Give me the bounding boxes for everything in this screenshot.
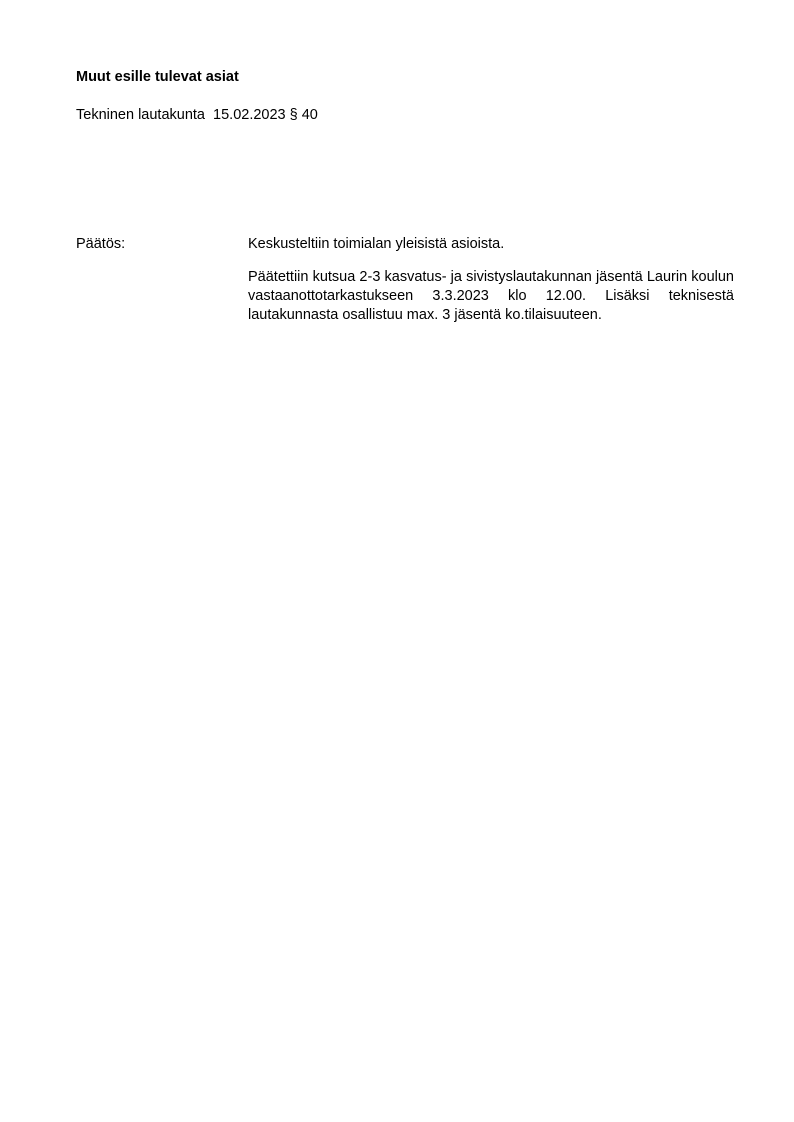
decision-paragraph: Keskusteltiin toimialan yleisistä asioista.	[248, 236, 505, 252]
decision-paragraph: Päätettiin kutsua 2-3 kasvatus- ja sivistyslautakunnan jäsentä Laurin koulun vastaanottotarkastukseen 3.3.2023 klo 12.00. Lisäksi teknisestä lautakunnasta osallistuu max. 3 jäsentä ko.tilaisuuteen.	[248, 269, 734, 323]
decision-label: Päätös:	[76, 236, 126, 252]
meeting-reference: Tekninen lautakunta 15.02.2023 § 40	[76, 107, 318, 123]
document-title: Muut esille tulevat asiat	[76, 69, 239, 85]
decision-body	[248, 235, 734, 325]
